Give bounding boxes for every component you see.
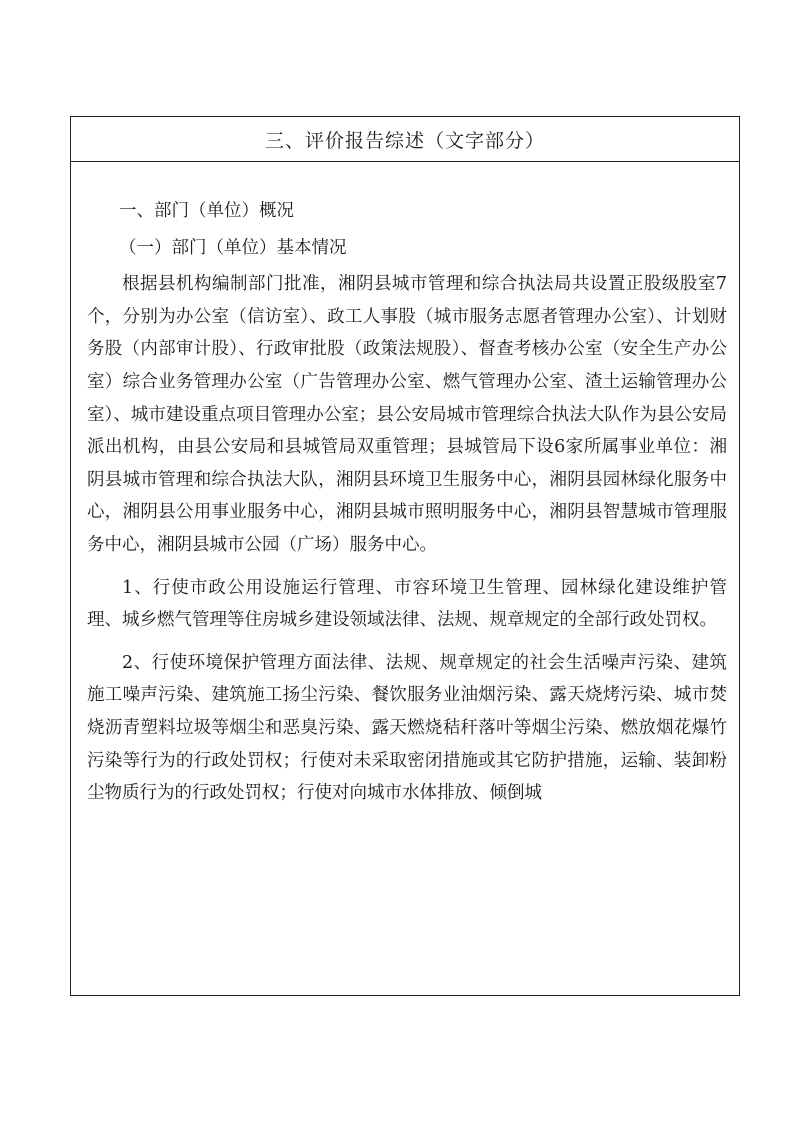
report-body — [87, 195, 727, 820]
paragraph-overview: 根据县机构编制部门批准，湘阴县城市管理和综合执法局共设置正股级股室7个，分别为办公室（信访室）、政工人事股（城市服务志愿者管理办公室）、计划财务股（内部审计股）、行政审批股（政策法规股）、督查考核办公室（安全生产办公室）综合业务管理办公室（广告管理办公室、燃气管理办公室、渣土运输管理办公室）、城市建设重点项目管理办公室；县公安局城市管理综合执法大队作为县公安局派出机构，由县公安局和县城管局双重管理；县城管局下设6家所属事业单位：湘阴县城市管理和综合执法大队，湘阴县环境卫生服务中心，湘阴县园林绿化服务中心，湘阴县公用事业服务中心，湘阴县城市照明服务中心，湘阴县智慧城市管理服务中心，湘阴县城市公园（广场）服务中心。 — [87, 274, 727, 555]
section-heading: 一、部门（单位）概况 — [119, 201, 294, 221]
paragraph-item-2: 2、行使环境保护管理方面法律、法规、规章规定的社会生活噪声污染、建筑施工噪声污染、建筑施工扬尘污染、餐饮服务业油烟污染、露天烧烤污染、城市焚烧沥青塑料垃圾等烟尘和恶臭污染、露天燃烧秸秆落叶等烟尘污染、燃放烟花爆竹污染等行为的行政处罚权；行使对未采取密闭措施或其它防护措施，运输、装卸粉尘物质行为的行政处罚权；行使对向城市水体排放、倾倒城 — [87, 652, 727, 804]
subsection-heading: （一）部门（单位）基本情况 — [119, 237, 347, 258]
page-title: 三、评价报告综述（文字部分） — [71, 117, 739, 162]
report-frame — [70, 116, 740, 996]
paragraph-item-1: 1、行使市政公用设施运行管理、市容环境卫生管理、园林绿化建设维护管理、城乡燃气管理等住房城乡建设领域法律、法规、规章规定的全部行政处罚权。 — [87, 577, 727, 631]
